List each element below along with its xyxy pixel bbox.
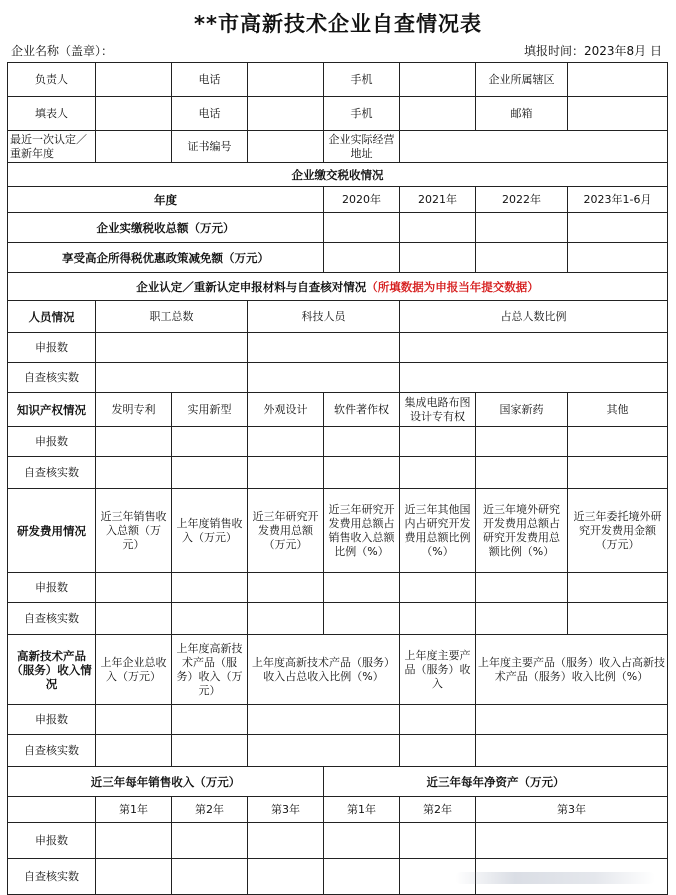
ip-declared-cell[interactable] [96, 427, 172, 457]
products-checked-cell[interactable] [172, 735, 248, 767]
rd-checked-cell[interactable] [96, 603, 172, 635]
field-postcode[interactable] [568, 97, 668, 131]
three-years-declared-cell[interactable] [96, 823, 172, 859]
three-years-header-row [8, 767, 668, 797]
ip-checked-cell[interactable] [172, 457, 248, 489]
assets-year-3: 第3年 [476, 797, 668, 823]
ip-label: 知识产权情况 [8, 393, 96, 427]
three-years-declared-cell[interactable] [476, 823, 668, 859]
personnel-tech-declared[interactable] [248, 333, 400, 363]
tax-relief-row [8, 243, 668, 273]
label-phone2: 电话 [172, 97, 248, 131]
tax-total-2021[interactable] [400, 213, 476, 243]
tax-total-2023[interactable] [568, 213, 668, 243]
rd-col-6: 近三年境外研究开发费用总额占研究开发费用总额比例（%） [476, 489, 568, 573]
ip-declared-label: 申报数 [8, 427, 96, 457]
ip-col-design: 外观设计 [248, 393, 324, 427]
rd-checked-cell[interactable] [324, 603, 400, 635]
rd-declared-cell[interactable] [96, 573, 172, 603]
sales-year-3: 第3年 [248, 797, 324, 823]
rd-checked-label: 自查核实数 [8, 603, 96, 635]
personnel-declared-row [8, 333, 668, 363]
rd-col-1: 近三年销售收入总额（万元） [96, 489, 172, 573]
materials-note: （所填数据为申报当年提交数据） [366, 279, 539, 294]
watermark-smudge [455, 872, 655, 884]
ip-checked-cell[interactable] [248, 457, 324, 489]
field-mobile[interactable] [400, 63, 476, 97]
personnel-checked-label: 自查核实数 [8, 363, 96, 393]
rd-checked-cell[interactable] [476, 603, 568, 635]
rd-checked-cell[interactable] [568, 603, 668, 635]
ip-declared-cell[interactable] [324, 427, 400, 457]
three-years-declared-label: 申报数 [8, 823, 96, 859]
products-checked-label: 自查核实数 [8, 735, 96, 767]
sales-year-1: 第1年 [96, 797, 172, 823]
ip-col-new-drug: 国家新药 [476, 393, 568, 427]
ip-declared-cell[interactable] [568, 427, 668, 457]
rd-col-7: 近三年委托境外研究开发费用金额（万元） [568, 489, 668, 573]
year-row-blank [8, 797, 96, 823]
rd-col-4: 近三年研究开发费用总额占销售收入总额比例（%） [324, 489, 400, 573]
field-address[interactable] [400, 131, 668, 163]
field-last-cert-year[interactable] [96, 131, 172, 163]
rd-checked-cell[interactable] [248, 603, 324, 635]
products-declared-label: 申报数 [8, 705, 96, 735]
label-filler: 填表人 [8, 97, 96, 131]
products-declared-cell[interactable] [476, 705, 668, 735]
rd-label: 研发费用情况 [8, 489, 96, 573]
ip-declared-cell[interactable] [400, 427, 476, 457]
ip-declared-cell[interactable] [172, 427, 248, 457]
tax-year-label: 年度 [8, 187, 324, 213]
rd-declared-cell[interactable] [324, 573, 400, 603]
label-last-cert-year: 最近一次认定／重新年度 [8, 131, 96, 163]
products-declared-cell[interactable] [172, 705, 248, 735]
label-mobile: 手机 [324, 63, 400, 97]
products-col-3: 上年度高新技术产品（服务）收入占总收入比例（%） [248, 635, 400, 705]
sales-year-2: 第2年 [172, 797, 248, 823]
tax-year-1: 2020年 [324, 187, 400, 213]
assets-year-2: 第2年 [400, 797, 476, 823]
products-checked-cell[interactable] [476, 735, 668, 767]
tax-year-4: 2023年1-6月 [568, 187, 668, 213]
self-check-table [7, 62, 668, 895]
ip-checked-cell[interactable] [568, 457, 668, 489]
materials-title: 企业认定／重新认定申报材料与自查核对情况 [136, 279, 367, 294]
ip-checked-cell[interactable] [476, 457, 568, 489]
rd-declared-cell[interactable] [248, 573, 324, 603]
three-years-checked-cell[interactable] [324, 859, 400, 895]
ip-checked-row [8, 457, 668, 489]
field-phone2[interactable] [248, 97, 324, 131]
products-declared-row [8, 705, 668, 735]
personnel-header-row [8, 301, 668, 333]
field-mobile2[interactable] [400, 97, 476, 131]
products-declared-cell[interactable] [400, 705, 476, 735]
three-years-year-row [8, 797, 668, 823]
basic-row-2 [8, 97, 668, 131]
personnel-checked-row [8, 363, 668, 393]
ip-col-other: 其他 [568, 393, 668, 427]
tax-relief-2020[interactable] [324, 243, 400, 273]
ip-header-row [8, 393, 668, 427]
sales-header: 近三年每年销售收入（万元） [8, 767, 324, 797]
personnel-ratio: 占总人数比例 [400, 301, 668, 333]
ip-checked-cell[interactable] [400, 457, 476, 489]
tax-section-title: 企业缴交税收情况 [8, 163, 668, 187]
ip-declared-cell[interactable] [476, 427, 568, 457]
label-mobile2: 手机 [324, 97, 400, 131]
ip-col-utility: 实用新型 [172, 393, 248, 427]
label-responsible: 负责人 [8, 63, 96, 97]
tax-relief-2021[interactable] [400, 243, 476, 273]
field-district[interactable] [568, 63, 668, 97]
tax-section-row [8, 163, 668, 187]
ip-col-software: 软件著作权 [324, 393, 400, 427]
materials-title-cell [8, 273, 668, 301]
three-years-checked-label: 自查核实数 [8, 859, 96, 895]
personnel-ratio-declared[interactable] [400, 333, 668, 363]
ip-checked-cell[interactable] [324, 457, 400, 489]
rd-checked-cell[interactable] [400, 603, 476, 635]
products-col-2: 上年度高新技术产品（服务）收入（万元） [172, 635, 248, 705]
personnel-tech: 科技人员 [248, 301, 400, 333]
products-col-1: 上年企业总收入（万元） [96, 635, 172, 705]
rd-col-2: 上年度销售收入（万元） [172, 489, 248, 573]
three-years-declared-row [8, 823, 668, 859]
ip-declared-cell[interactable] [248, 427, 324, 457]
products-checked-cell[interactable] [248, 735, 400, 767]
products-header-row [8, 635, 668, 705]
rd-declared-cell[interactable] [476, 573, 568, 603]
field-phone[interactable] [248, 63, 324, 97]
personnel-declared-label: 申报数 [8, 333, 96, 363]
label-phone: 电话 [172, 63, 248, 97]
rd-declared-label: 申报数 [8, 573, 96, 603]
products-checked-cell[interactable] [96, 735, 172, 767]
tax-total-label: 企业实缴税收总额（万元） [8, 213, 324, 243]
three-years-checked-cell[interactable] [96, 859, 172, 895]
personnel-total-checked[interactable] [96, 363, 248, 393]
basic-row-3 [8, 131, 668, 163]
tax-relief-label: 享受高企所得税优惠政策减免额（万元） [8, 243, 324, 273]
rd-declared-cell[interactable] [568, 573, 668, 603]
field-cert-no[interactable] [248, 131, 324, 163]
assets-year-1: 第1年 [324, 797, 400, 823]
materials-row [8, 273, 668, 301]
products-col-5: 上年度主要产品（服务）收入占高新技术产品（服务）收入比例（%） [476, 635, 668, 705]
tax-relief-2022[interactable] [476, 243, 568, 273]
label-address: 企业实际经营地址 [324, 131, 400, 163]
company-name-label: 企业名称（盖章）： [11, 44, 114, 58]
rd-col-3: 近三年研究开发费用总额（万元） [248, 489, 324, 573]
label-cert-no: 证书编号 [172, 131, 248, 163]
ip-declared-row [8, 427, 668, 457]
rd-checked-row [8, 603, 668, 635]
three-years-declared-cell[interactable] [172, 823, 248, 859]
tax-year-2: 2021年 [400, 187, 476, 213]
rd-declared-cell[interactable] [172, 573, 248, 603]
rd-declared-cell[interactable] [400, 573, 476, 603]
rd-col-5: 近三年其他国内占研究开发费用总额比例（%） [400, 489, 476, 573]
three-years-declared-cell[interactable] [400, 823, 476, 859]
field-responsible[interactable] [96, 63, 172, 97]
rd-declared-row [8, 573, 668, 603]
tax-year-row [8, 187, 668, 213]
personnel-tech-checked[interactable] [248, 363, 400, 393]
ip-checked-label: 自查核实数 [8, 457, 96, 489]
products-label: 高新技术产品（服务）收入情况 [8, 635, 96, 705]
personnel-label: 人员情况 [8, 301, 96, 333]
tax-total-2020[interactable] [324, 213, 400, 243]
personnel-total-declared[interactable] [96, 333, 248, 363]
label-postcode: 邮箱 [476, 97, 568, 131]
page-title: **市高新技术企业自查情况表 [194, 12, 482, 36]
tax-total-row [8, 213, 668, 243]
rd-header-row [8, 489, 668, 573]
field-filler[interactable] [96, 97, 172, 131]
label-district: 企业所属辖区 [476, 63, 568, 97]
personnel-total: 职工总数 [96, 301, 248, 333]
three-years-declared-cell[interactable] [248, 823, 324, 859]
three-years-checked-cell[interactable] [248, 859, 324, 895]
personnel-ratio-checked[interactable] [400, 363, 668, 393]
three-years-declared-cell[interactable] [324, 823, 400, 859]
rd-checked-cell[interactable] [172, 603, 248, 635]
three-years-checked-cell[interactable] [172, 859, 248, 895]
tax-relief-2023[interactable] [568, 243, 668, 273]
fill-date: 填报时间：2023年8月 日 [524, 44, 662, 58]
products-checked-row [8, 735, 668, 767]
ip-col-ic-layout: 集成电路布图设计专有权 [400, 393, 476, 427]
products-declared-cell[interactable] [96, 705, 172, 735]
tax-year-3: 2022年 [476, 187, 568, 213]
tax-total-2022[interactable] [476, 213, 568, 243]
products-declared-cell[interactable] [248, 705, 400, 735]
ip-checked-cell[interactable] [96, 457, 172, 489]
ip-col-invention: 发明专利 [96, 393, 172, 427]
products-col-4: 上年度主要产品（服务）收入 [400, 635, 476, 705]
assets-header: 近三年每年净资产（万元） [324, 767, 668, 797]
products-checked-cell[interactable] [400, 735, 476, 767]
basic-row-1 [8, 63, 668, 97]
